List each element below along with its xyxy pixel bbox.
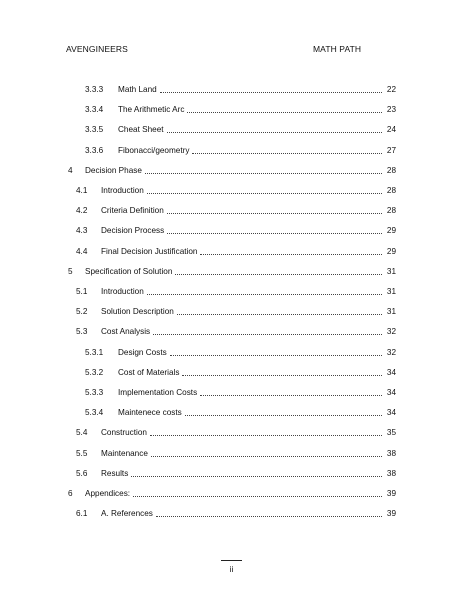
toc-entry-number: 6.1 [76,509,88,519]
toc-entry-page: 29 [386,246,396,256]
toc-entry[interactable] [68,266,396,278]
toc-entry-page: 38 [386,468,396,478]
toc-entry[interactable] [85,124,396,136]
toc-entry-page: 35 [386,428,396,438]
toc-entry-page: 28 [386,165,396,175]
toc-entry-number: 5.3.3 [85,388,104,397]
toc-entry[interactable] [76,185,396,197]
toc-entry-number: 3.3.5 [85,125,104,135]
toc-entry[interactable] [76,448,396,460]
toc-entry[interactable] [76,225,396,237]
toc-entry-number: 5.3 [76,327,88,337]
toc-entry-title: Design Costs [118,347,167,357]
toc-entry-title: Fibonacci/geometry [118,145,190,155]
toc-entry-page: 22 [386,85,396,94]
toc-entry[interactable] [68,165,396,177]
toc-entry[interactable] [76,326,396,338]
toc-entry-number: 5.2 [76,307,88,317]
toc-entry-page: 29 [386,226,396,236]
toc-entry-number: 5.1 [76,287,88,296]
toc-dot-leader [145,166,382,174]
toc-entry-number: 4.4 [76,246,88,256]
toc-dot-leader [170,348,382,356]
toc-entry-page: 28 [386,186,396,195]
toc-entry-page: 39 [386,509,396,519]
toc-entry-page: 38 [386,448,396,458]
toc-dot-leader [133,489,382,497]
toc-entry-number: 5.3.2 [85,367,104,377]
toc-entry-number: 5.3.4 [85,408,104,418]
toc-entry-page: 32 [386,347,396,357]
toc-entry-number: 5.5 [76,448,88,458]
toc-entry-page: 24 [386,125,396,135]
toc-entry-page: 31 [386,307,396,317]
toc-entry[interactable] [85,407,396,419]
toc-entry-title: Solution Description [101,307,174,317]
toc-dot-leader [147,186,382,194]
toc-entry-number: 6 [68,489,73,498]
toc-dot-leader [167,206,382,214]
toc-entry[interactable] [85,104,396,116]
toc-dot-leader [187,105,382,113]
toc-entry-title: Math Land [118,85,157,94]
toc-entry[interactable] [76,306,396,318]
toc-entry-title: Appendices: [85,489,131,498]
toc-entry-title: Implementation Costs [118,388,198,397]
footer-divider [221,560,242,561]
toc-dot-leader [200,388,382,396]
toc-entry-page: 34 [386,408,396,418]
toc-entry-page: 34 [386,367,396,377]
toc-dot-leader [153,327,382,335]
toc-entry-title: Cost of Materials [118,367,180,377]
toc-entry[interactable] [76,286,396,298]
toc-entry-title: Final Decision Justification [101,246,198,256]
toc-entry[interactable] [85,347,396,359]
toc-entry[interactable] [76,246,396,258]
toc-entry-title: Cheat Sheet [118,125,164,135]
toc-entry-title: Results [101,468,129,478]
toc-entry-title: Introduction [101,287,144,296]
toc-dot-leader [131,469,382,477]
toc-dot-leader [177,307,382,315]
toc-entry-title: Specification of Solution [85,266,173,276]
toc-entry-page: 39 [386,489,396,498]
toc-entry-title: Maintenece costs [118,408,182,418]
toc-dot-leader [175,267,382,275]
toc-entry-page: 32 [386,327,396,337]
toc-entry-number: 3.3.6 [85,145,104,155]
toc-entry-page: 34 [386,388,396,397]
toc-entry-page: 28 [386,206,396,216]
toc-entry-number: 5.3.1 [85,347,104,357]
toc-entry-title: Maintenance [101,448,148,458]
toc-entry[interactable] [76,508,396,520]
toc-dot-leader [147,287,382,295]
toc-entry-page: 23 [386,105,396,115]
toc-entry-title: A. References [101,509,153,519]
toc-entry-title: The Arithmetic Arc [118,105,185,115]
toc-entry[interactable] [85,145,396,157]
toc-dot-leader [192,146,382,154]
toc-entry[interactable] [85,84,396,96]
document-header-right: MATH PATH [313,44,362,54]
toc-entry-number: 5.6 [76,468,88,478]
toc-entry-title: Decision Process [101,226,165,236]
toc-dot-leader [167,226,382,234]
toc-entry[interactable] [85,387,396,399]
toc-entry-number: 4.1 [76,186,88,195]
toc-entry-title: Decision Phase [85,165,142,175]
toc-dot-leader [167,125,382,133]
toc-entry-number: 4.2 [76,206,88,216]
toc-dot-leader [156,509,382,517]
footer-page-number: ii [229,565,234,574]
toc-entry-title: Cost Analysis [101,327,151,337]
toc-entry-title: Introduction [101,186,144,195]
toc-entry-number: 4.3 [76,226,88,236]
toc-entry-number: 4 [68,165,73,175]
toc-entry-page: 31 [386,287,396,296]
toc-dot-leader [182,368,382,376]
toc-entry[interactable] [76,205,396,217]
toc-dot-leader [160,85,382,93]
toc-entry-page: 31 [386,266,396,276]
toc-entry-title: Construction [101,428,147,438]
toc-entry-title: Criteria Definition [101,206,164,216]
toc-entry-number: 3.3.4 [85,105,104,115]
toc-dot-leader [150,428,382,436]
document-header-left: AVENGINEERS [66,44,128,54]
toc-entry[interactable] [68,488,396,500]
toc-dot-leader [151,449,382,457]
toc-entry[interactable] [76,468,396,480]
toc-entry-number: 3.3.3 [85,85,104,94]
toc-entry-number: 5 [68,266,73,276]
toc-entry-page: 27 [386,145,396,155]
toc-entry[interactable] [85,367,396,379]
toc-entry[interactable] [76,427,396,439]
toc-dot-leader [185,408,382,416]
toc-dot-leader [200,247,382,255]
toc-entry-number: 5.4 [76,428,88,438]
